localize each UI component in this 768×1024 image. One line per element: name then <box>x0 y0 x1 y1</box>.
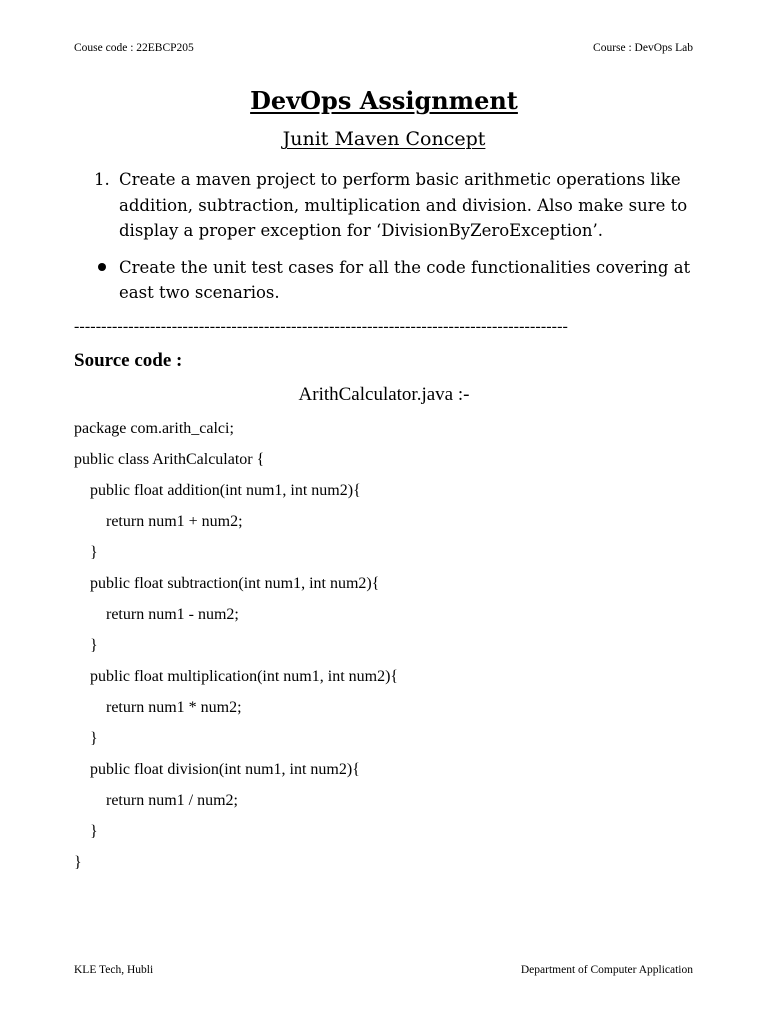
header-course-code: Couse code : 22EBCP205 <box>74 42 194 54</box>
code-line: } <box>74 823 98 840</box>
code-line: } <box>74 544 98 561</box>
task-text: Create the unit test cases for all the code functionalities covering at east two scenarios. <box>119 257 691 302</box>
document-title: DevOps Assignment <box>250 86 518 115</box>
code-line: return num1 + num2; <box>74 513 243 530</box>
code-line: return num1 * num2; <box>74 699 242 716</box>
code-line: } <box>74 637 98 654</box>
code-line: public class ArithCalculator { <box>74 451 265 468</box>
task-list <box>94 167 694 306</box>
code-line: package com.arith_calci; <box>74 420 234 437</box>
task-item <box>94 167 694 244</box>
source-filename: ArithCalculator.java :- <box>298 384 470 405</box>
code-block <box>74 413 694 878</box>
task-item <box>94 255 694 306</box>
code-line: return num1 - num2; <box>74 606 239 623</box>
dashed-divider: ------------------------------------------------------------------------------------------- <box>74 318 568 335</box>
code-line: public float division(int num1, int num2){ <box>74 761 360 778</box>
code-line: } <box>74 730 98 747</box>
code-line: public float subtraction(int num1, int num2){ <box>74 575 380 592</box>
code-line: return num1 / num2; <box>74 792 238 809</box>
header-course-name: Course : DevOps Lab <box>593 42 693 54</box>
task-text: Create a maven project to perform basic arithmetic operations like addition, subtraction, multiplication and division. Also make sure to display a proper exception for ‘DivisionByZeroException’. <box>119 170 688 240</box>
code-line: public float multiplication(int num1, int num2){ <box>74 668 399 685</box>
document-subtitle: Junit Maven Concept <box>282 128 486 150</box>
bullet-icon <box>94 255 119 306</box>
footer-institution: KLE Tech, Hubli <box>74 964 154 976</box>
task-number: 1. <box>94 170 110 189</box>
code-line: } <box>74 854 82 871</box>
footer-department: Department of Computer Application <box>520 964 693 976</box>
source-code-heading: Source code : <box>74 350 183 371</box>
code-line: public float addition(int num1, int num2){ <box>74 482 361 499</box>
